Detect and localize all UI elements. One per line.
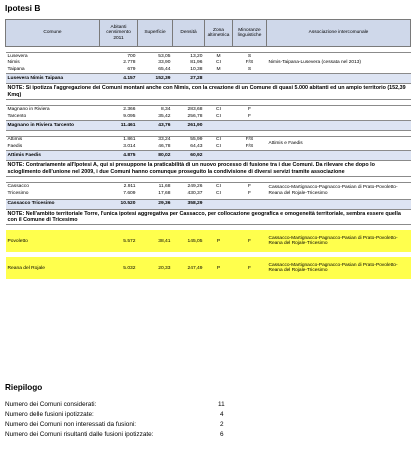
riepilogo-title: Riepilogo [5,383,43,392]
cell-abitanti: 2.778 [123,60,136,66]
cell-superficie: 53,05 [138,53,173,60]
header-abitanti: Abitanti censimento 2011 [100,20,138,47]
summary-superficie: 29,36 [138,199,173,209]
cell-zona: CI [205,183,233,190]
page-title: Ipotesi B [5,3,41,13]
cell-zona: CI [205,136,233,143]
cell-minoranze: F [248,113,251,119]
note-text: NOTE: Contrariamente all'Ipotesi A, qui si presuppone la praticabilità di un nuovo processo di fusione tra i due Comuni. Da rilevare che dopo lo scioglimento dell'unione nel 2009, i due Comuni hanno comunque proseguito la condivisione di diversi servizi tramite associazione [6,161,411,177]
riepilogo-item-label: Numero dei Comuni considerati: [5,401,97,408]
cell-minoranze: S [233,53,267,60]
cell-zona: M [205,53,233,60]
cell-comune: Tricesimo [7,191,29,197]
cell-comune: Nimis [7,60,20,66]
cell-superficie: 11,68 [138,183,173,190]
cell-comune: Lusevera [6,53,100,60]
cell-comune: Faedis [7,144,23,150]
cell-densita: 247,49 [173,257,205,279]
cell-associazione: Cassacco-Martignacco-Pagnacco-Pasian di Prato-Povoletto-Reana del Rojale-Tricesimo [267,183,411,199]
cell-minoranze: S [247,67,252,73]
cell-abitanti: 5.572 [100,230,138,252]
header-comune: Comune [6,20,100,47]
cell-minoranze: F [248,191,251,197]
table-row [6,106,411,113]
cell-abitanti: 5.032 [100,257,138,279]
cell-minoranze: F/S [233,136,267,143]
cell-zona: CI [216,144,221,150]
header-densita: Densità [173,20,205,47]
riepilogo-item-value: 6 [220,431,224,438]
riepilogo-item-value: 11 [218,401,225,408]
summary-abitanti: 4.875 [100,151,138,161]
cell-zona: CI [205,106,233,113]
header-minoranze: Minoranze linguistiche [233,20,267,47]
riepilogo-item-label: Numero dei Comuni non interessati da fusioni: [5,421,137,428]
summary-superficie: 43,76 [138,120,173,130]
note-row [6,84,411,100]
cell-zona: P [205,257,233,279]
cell-comune: Magnano in Riviera [6,106,100,113]
comuni-table [5,19,411,279]
cell-associazione: Attimis e Faedis [267,136,411,151]
cell-minoranze: F [233,257,267,279]
cell-minoranze: F [233,230,267,252]
cell-superficie: 33,90 [158,60,171,66]
cell-densita: 81,96 [190,60,203,66]
cell-minoranze: F [233,183,267,190]
summary-row [6,74,411,84]
table-row-highlight [6,257,411,279]
cell-densita: 249,26 [173,183,205,190]
cell-densita: 55,99 [173,136,205,143]
summary-comune: Lusevera Nimis Taipana [6,74,100,84]
riepilogo-item-label: Numero dei Comuni risultanti dalle fusioni ipotizzate: [5,431,154,438]
cell-abitanti: 9.095 [123,113,136,119]
header-zona: Zona altimetrica [205,20,233,47]
summary-densita: 261,90 [173,120,205,130]
summary-row [6,199,411,209]
summary-comune: Attimis Faedis [6,151,100,161]
summary-comune: Magnano in Riviera Tarcento [6,120,100,130]
cell-associazione: Cassacco-Martignacco-Pagnacco-Pasian di Prato-Povoletto-Reana del Rojale-Tricesimo [267,230,411,252]
cell-superficie: 46,78 [158,144,171,150]
cell-superficie: 17,68 [158,191,171,197]
cell-comune: Taipana [7,67,25,73]
cell-minoranze: F/S [245,144,254,150]
summary-abitanti: 10.520 [100,199,138,209]
cell-densita: 283,68 [173,106,205,113]
cell-comune: Cassacco [6,183,100,190]
note-text: NOTE: Si ipotizza l'aggregazione dei Comuni montani anche con Nimis, con la creazione di un Comune di quasi 5.000 abitanti ed un ampio territorio (152,39 Kmq) [6,84,411,100]
cell-abitanti: 7.609 [123,191,136,197]
cell-superficie: 65,44 [158,67,171,73]
cell-superficie: 35,42 [158,113,171,119]
cell-abitanti: 700 [100,53,138,60]
summary-row [6,151,411,161]
cell-densita: 13,20 [173,53,205,60]
cell-zona: M [216,67,221,73]
cell-abitanti: 2.366 [100,106,138,113]
summary-superficie: 152,39 [138,74,173,84]
cell-comune: Tarcento [7,113,27,119]
cell-densita: 430,37 [187,191,203,197]
note-text: NOTE: Nell'ambito territoriale Torre, l'unica ipotesi aggregativa per Cassacco, per collocazione geografica e omogeneità territoriale, sembra essere quella con il Comune di Tricesimo [6,209,411,225]
header-associazione: Associazione intercomunale [267,20,411,47]
cell-zona: CI [216,113,221,119]
summary-densita: 358,29 [173,199,205,209]
cell-associazione: Cassacco-Martignacco-Pagnacco-Pasian di Prato-Povoletto-Reana del Rojale-Tricesimo [267,257,411,279]
summary-densita: 27,28 [173,74,205,84]
cell-superficie: 38,41 [138,230,173,252]
cell-abitanti: 3.014 [123,144,136,150]
cell-superficie: 33,24 [138,136,173,143]
cell-minoranze: F/S [245,60,254,66]
cell-densita: 10,38 [190,67,203,73]
table-row [6,53,411,60]
summary-abitanti: 11.461 [100,120,138,130]
riepilogo-item-value: 2 [220,421,224,428]
cell-superficie: 8,34 [138,106,173,113]
summary-superficie: 80,02 [138,151,173,161]
cell-minoranze: F [233,106,267,113]
summary-comune: Cassacco Tricesimo [6,199,100,209]
summary-row [6,120,411,130]
note-row [6,209,411,225]
table-row-highlight [6,230,411,252]
table-row [6,113,411,120]
summary-abitanti: 4.157 [100,74,138,84]
cell-zona: P [205,230,233,252]
summary-densita: 60,92 [173,151,205,161]
cell-densita: 256,78 [187,113,203,119]
table-row [6,136,411,143]
cell-comune: Povoletto [6,230,100,252]
cell-zona: CI [216,60,221,66]
note-row [6,161,411,177]
cell-comune: Attimis [6,136,100,143]
table-header [6,20,411,47]
cell-abitanti: 679 [127,67,136,73]
table-row [6,183,411,190]
cell-abitanti: 1.861 [100,136,138,143]
cell-associazione: Nimis-Taipana-Lusevera (cessata nel 2013) [267,53,411,74]
header-superficie: Superficie [138,20,173,47]
riepilogo-item-value: 4 [220,411,224,418]
riepilogo-item-label: Numero delle fusioni ipotizzate: [5,411,94,418]
cell-densita: 145,05 [173,230,205,252]
cell-superficie: 20,33 [138,257,173,279]
cell-abitanti: 2.911 [100,183,138,190]
cell-densita: 64,43 [190,144,203,150]
cell-comune: Reana del Rojale [6,257,100,279]
cell-zona: CI [216,191,221,197]
